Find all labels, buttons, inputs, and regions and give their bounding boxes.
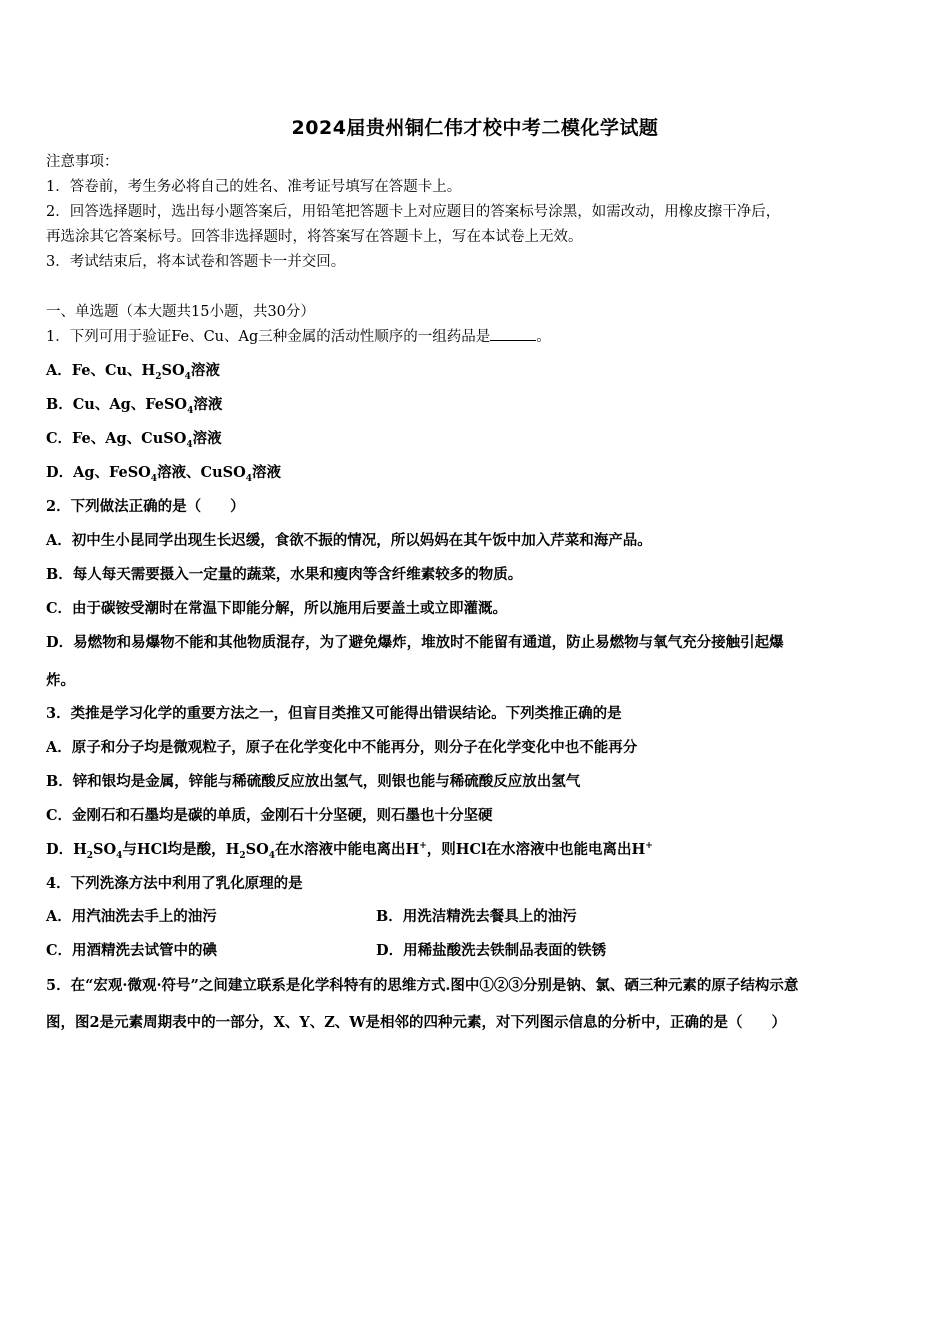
question-2-option-b: B．每人每天需要摄入一定量的蔬菜，水果和瘦肉等含纤维素较多的物质。 (46, 566, 523, 583)
question-3-option-a: A．原子和分子均是微观粒子，原子在化学变化中不能再分，则分子在化学变化中也不能再分 (46, 739, 638, 756)
question-1-option-a: A．Fe、Cu、$H_2SO_4$溶液 (46, 362, 220, 382)
question-1-stem (46, 326, 551, 347)
question-2-option-d-cont: 炸。 (46, 672, 75, 689)
note-item: 再选涂其它答案标号。回答非选择题时，将答案写在答题卡上，写在本试卷上无效。 (46, 229, 583, 245)
question-3-option-b: B．锌和银均是金属，锌能与稀硫酸反应放出氢气，则银也能与稀硫酸反应放出氢气 (46, 773, 581, 790)
section-heading: 一、单选题（本大题共15小题，共30分） (46, 304, 315, 320)
note-item: 1．答卷前，考生务必将自己的姓名、准考证号填写在答题卡上。 (46, 179, 462, 195)
question-4-option-c: C．用酒精洗去试管中的碘 (46, 942, 218, 959)
question-2-option-d: D．易燃物和易爆物不能和其他物质混存，为了避免爆炸，堆放时不能留有通道，防止易燃物与氧气充分接触引起爆 (46, 634, 784, 651)
question-4-stem: 4．下列洗涤方法中利用了乳化原理的是 (46, 875, 303, 892)
question-2-option-a: A．初中生小昆同学出现生长迟缓，食欲不振的情况，所以妈妈在其午饭中加入芹菜和海产品。 (46, 532, 652, 549)
question-5-stem: 5．在“宏观·微观·符号”之间建立联系是化学科特有的思维方式.图中①②③分别是钠、氯、硒三种元素的原子结构示意 (46, 977, 799, 994)
question-2-option-c: C．由于碳铵受潮时在常温下即能分解，所以施用后要盖土或立即灌溉。 (46, 600, 508, 617)
question-3-option-d: D．$H_2SO_4$与HCl均是酸，$H_2SO_4$在水溶液中能电离出H+，则HCl在水溶液中也能电离出H+ (46, 841, 653, 861)
page-title: 2024届贵州铜仁伟才校中考二模化学试题 (291, 117, 659, 139)
question-4-option-a: A．用汽油洗去手上的油污 (46, 908, 217, 925)
question-4-option-d: D．用稀盐酸洗去铁制品表面的铁锈 (376, 942, 607, 959)
question-5-stem-cont: 图，图2是元素周期表中的一部分，X、Y、Z、W是相邻的四种元素，对下列图示信息的分析中，正确的是（ ） (46, 1014, 787, 1031)
question-3-stem: 3．类推是学习化学的重要方法之一，但盲目类推又可能得出错误结论。下列类推正确的是 (46, 705, 622, 722)
question-1-end: 。 (536, 329, 551, 345)
answer-blank (490, 326, 536, 341)
notes-heading: 注意事项： (46, 154, 119, 170)
question-3-option-c: C．金刚石和石墨均是碳的单质，金刚石十分坚硬，则石墨也十分坚硬 (46, 807, 493, 824)
question-4-option-b: B．用洗洁精洗去餐具上的油污 (376, 908, 577, 925)
question-1-text: 1．下列可用于验证Fe、Cu、Ag三种金属的活动性顺序的一组药品是 (46, 329, 491, 345)
question-1-option-d: D．Ag、FeSO$_4$溶液、CuSO$_4$溶液 (46, 464, 282, 484)
note-item: 3．考试结束后，将本试卷和答题卡一并交回。 (46, 254, 346, 270)
question-1-option-b: B．Cu、Ag、FeSO$_4$溶液 (46, 396, 223, 416)
question-1-option-c: C．Fe、Ag、CuSO$_4$溶液 (46, 430, 222, 450)
note-item: 2．回答选择题时，选出每小题答案后，用铅笔把答题卡上对应题目的答案标号涂黑，如需改动，用橡皮擦干净后， (46, 204, 781, 220)
question-2-stem: 2．下列做法正确的是（ ） (46, 498, 245, 515)
